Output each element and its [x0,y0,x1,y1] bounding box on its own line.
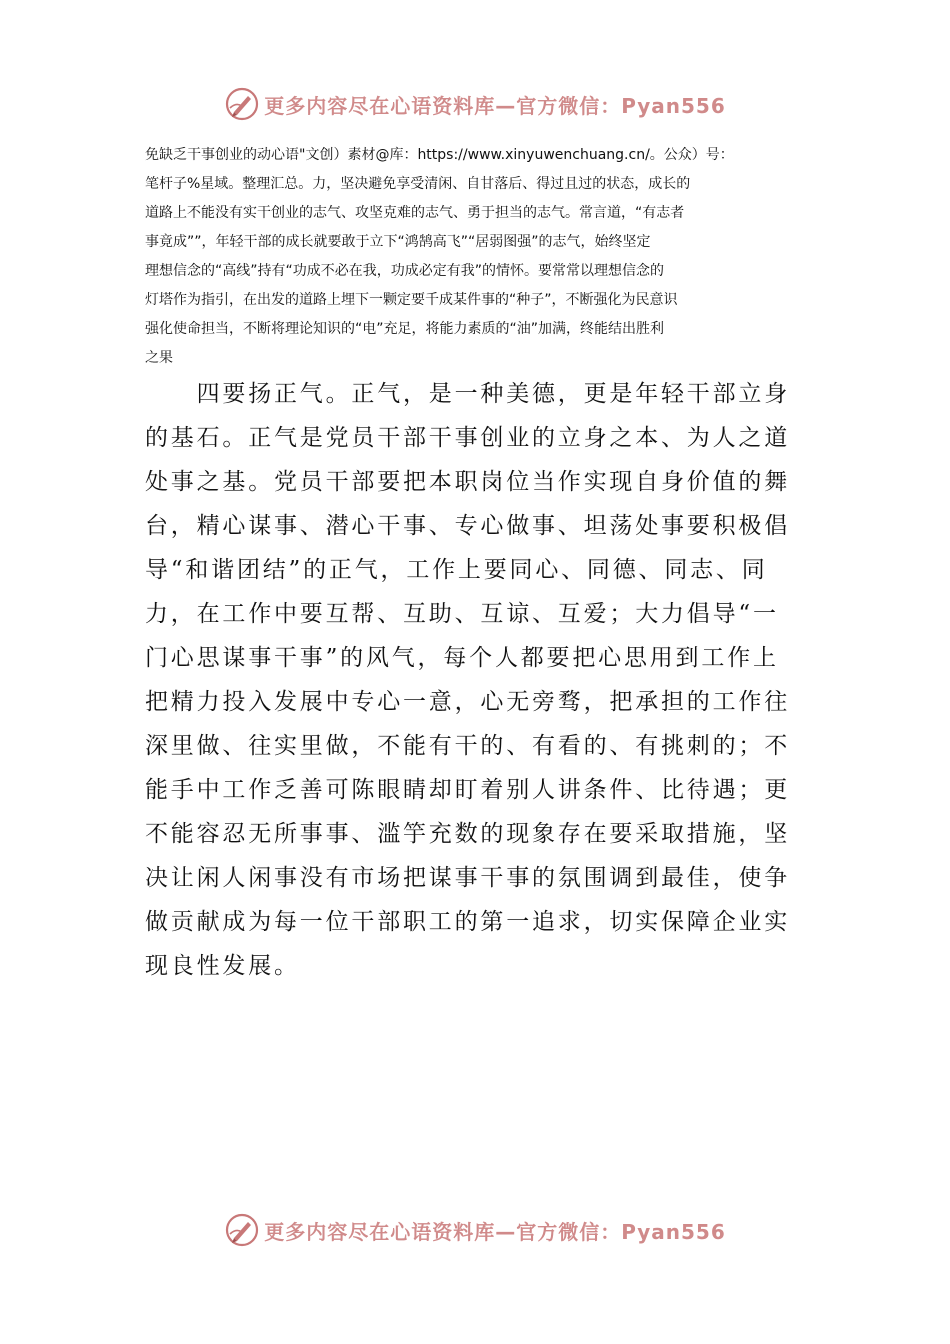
pen-logo-icon [224,86,260,122]
text-line: 力，在工作中要互帮、互助、互谅、互爱；大力倡导“一 [145,601,779,627]
text-line: 导“和谐团结”的正气，工作上要同心、同德、同志、同 [145,557,768,583]
main-paragraph [145,372,810,988]
footer-watermark [0,1210,950,1250]
pen-logo-icon [224,1212,260,1248]
text-line: 决让闲人闲事没有市场把谋事干事的氛围调到最佳，使争 [145,865,790,891]
text-line: 台，精心谋事、潜心干事、专心做事、坦荡处事要积极倡 [145,513,790,539]
text-line: 门心思谋事干事”的风气，每个人都要把心思用到工作上 [145,645,779,671]
text-line: 四要扬正气。正气，是一种美德，更是年轻干部立身 [145,381,790,407]
text-line: 强化使命担当，不断将理论知识的“电”充足，将能力素质的“油”加满，终能结出胜利 [145,321,665,337]
text-line: 能手中工作乏善可陈眼睛却盯着别人讲条件、比待遇；更 [145,777,790,803]
watermark-text: 更多内容尽在心语资料库—官方微信：Pyan556 [264,1219,726,1244]
text-line: 把精力投入发展中专心一意，心无旁骛，把承担的工作往 [145,689,790,715]
text-line: 不能容忍无所事事、滥竽充数的现象存在要采取措施，坚 [145,821,790,847]
header-watermark [0,84,950,124]
text-line: 做贡献成为每一位干部职工的第一追求，切实保障企业实 [145,909,790,935]
text-line: 现良性发展。 [145,953,300,979]
text-line: 笔杆子%星域。整理汇总。力，坚决避免享受清闲、自甘落后、得过且过的状态，成长的 [145,176,691,192]
text-line: 道路上不能没有实干创业的志气、攻坚克难的志气、勇于担当的志气。常言道，“有志者 [145,205,685,221]
text-line: 处事之基。党员干部要把本职岗位当作实现自身价值的舞 [145,469,790,495]
text-line: 免缺乏干事创业的动心语"文创）素材@库：https://www.xinyuwenchuang.cn/。公众）号： [145,147,734,163]
watermark-text: 更多内容尽在心语资料库—官方微信：Pyan556 [264,93,726,118]
text-line: 灯塔作为指引，在出发的道路上埋下一颗定要千成某件事的“种子”，不断强化为民意识 [145,292,678,308]
text-line: 的基石。正气是党员干部干事创业的立身之本、为人之道 [145,425,790,451]
text-line: 深里做、往实里做，不能有干的、有看的、有挑刺的；不 [145,733,790,759]
small-paragraph [145,141,810,373]
text-line: 事竟成””，年轻干部的成长就要敢于立下“鸿鹄高飞”“居弱图强”的志气，始终坚定 [145,234,651,250]
text-line: 之果 [145,350,173,366]
text-line: 理想信念的“高线”持有“功成不必在我，功成必定有我”的情怀。要常常以理想信念的 [145,263,665,279]
